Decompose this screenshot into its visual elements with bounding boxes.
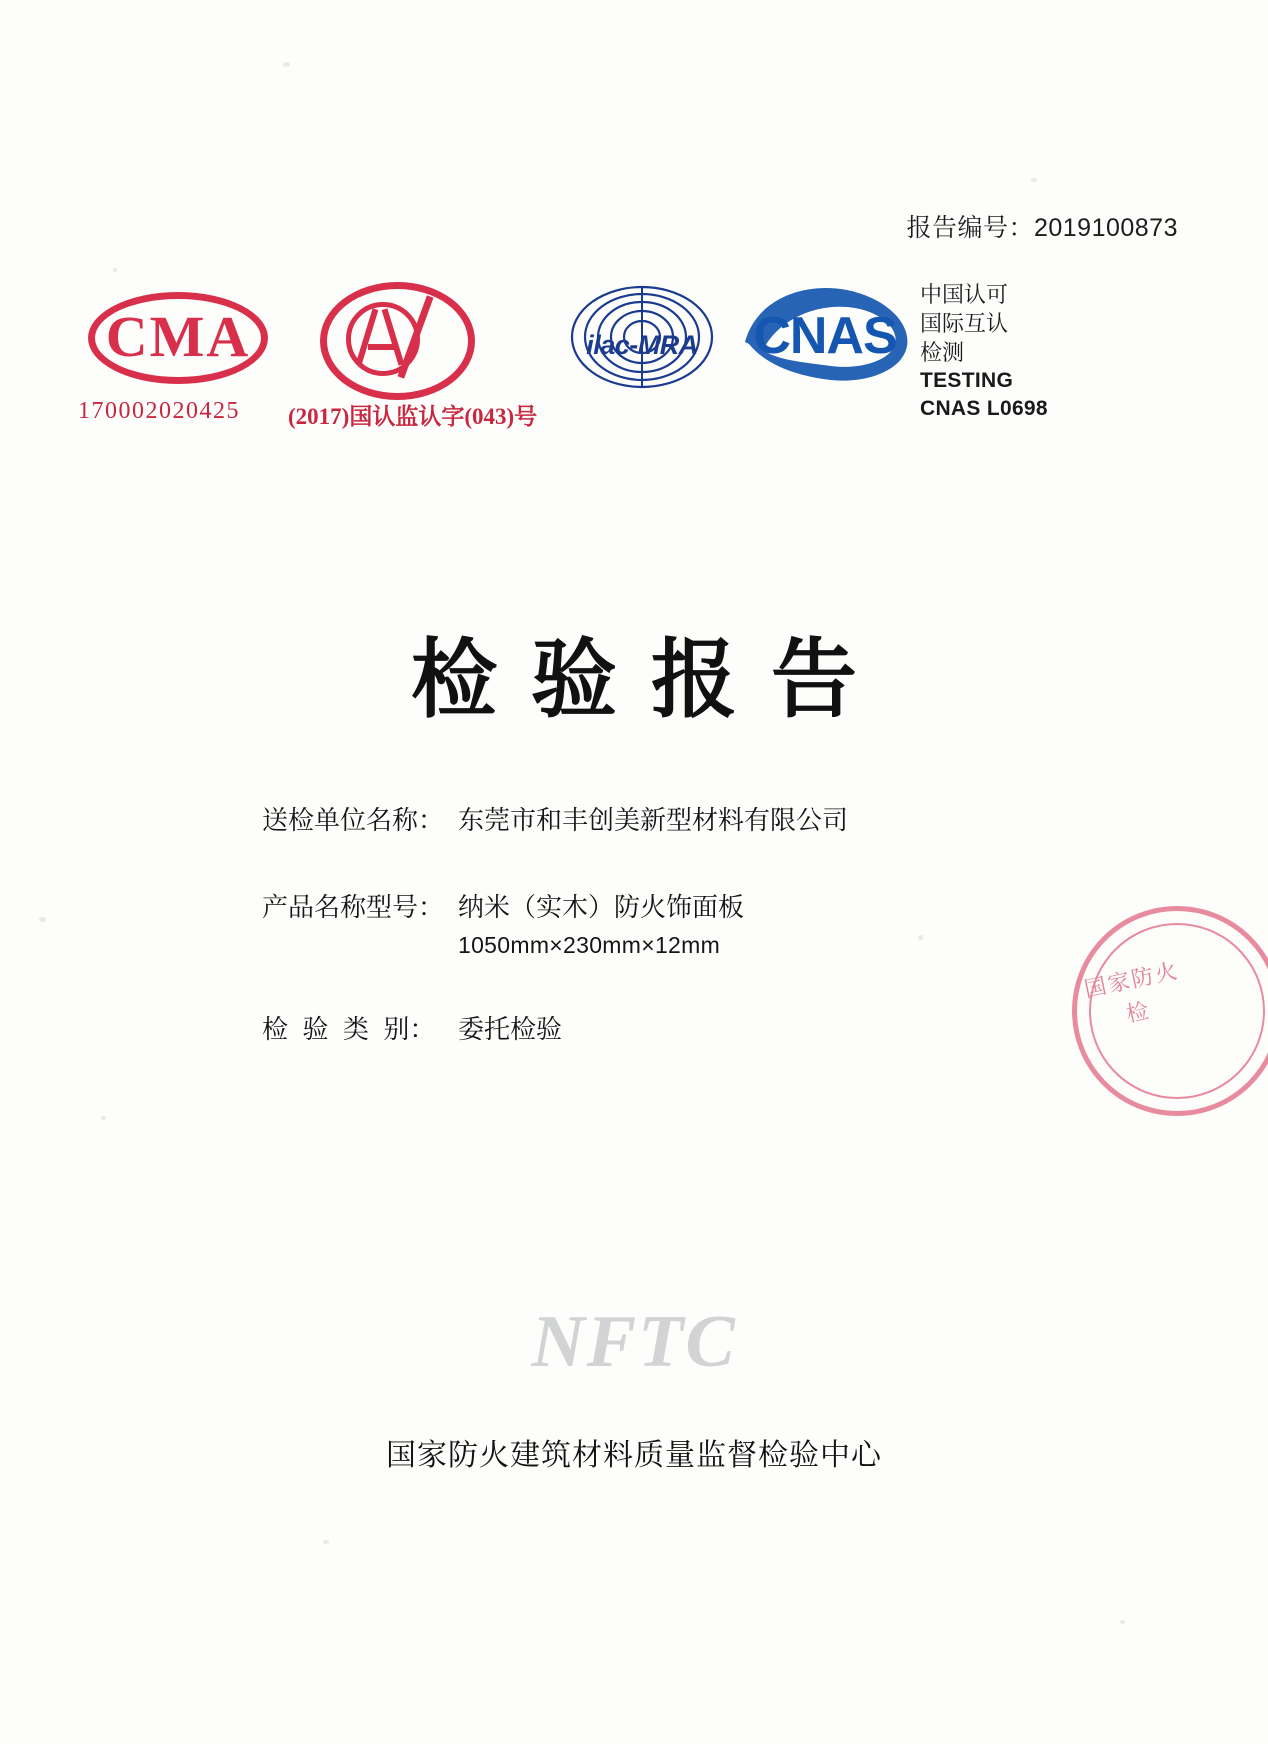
cma-mark-text: CMA bbox=[105, 303, 251, 369]
ilac-mra-icon bbox=[562, 282, 722, 392]
cnas-icon bbox=[735, 280, 915, 392]
paper-speck bbox=[283, 62, 290, 67]
cnas-line-cn-2: 国际互认 bbox=[920, 311, 1009, 337]
report-number-value: 2019100873 bbox=[1033, 214, 1178, 242]
cal-icon bbox=[320, 282, 475, 392]
info-row bbox=[262, 1009, 1022, 1046]
cnas-line-cn-3: 检测 bbox=[920, 340, 965, 366]
info-label: 检 验 类 别： bbox=[262, 1014, 436, 1044]
info-value bbox=[458, 887, 744, 959]
paper-speck bbox=[101, 1116, 106, 1120]
info-label: 产品名称型号： bbox=[262, 892, 445, 922]
info-row bbox=[262, 887, 1022, 959]
report-number-label: 报告编号： bbox=[906, 214, 1034, 242]
ilac-mra-text: ilac-MRA bbox=[586, 330, 698, 360]
footer-organization: 国家防火建筑材料质量监督检验中心 bbox=[386, 1439, 882, 1472]
report-number bbox=[906, 208, 1178, 244]
paper-speck bbox=[323, 1540, 329, 1544]
cnas-line-code: CNAS L0698 bbox=[920, 396, 1048, 420]
paper-speck bbox=[1120, 1620, 1125, 1624]
info-value-dimensions: 1050mm×230mm×12mm bbox=[458, 932, 721, 958]
nftc-logo: NFTC bbox=[531, 1301, 737, 1383]
page-title: 检验报告 bbox=[411, 632, 891, 728]
paper-speck bbox=[39, 917, 46, 922]
seal-text: 国家防火检 bbox=[1082, 957, 1182, 1027]
info-row bbox=[262, 800, 1022, 837]
cal-stroke bbox=[368, 344, 394, 350]
official-seal bbox=[1072, 906, 1268, 1116]
cnas-mark-text: CNAS bbox=[753, 307, 897, 365]
accreditation-logo-strip bbox=[0, 272, 1268, 442]
info-label: 送检单位名称： bbox=[262, 805, 445, 835]
cnas-line-cn-1: 中国认可 bbox=[920, 282, 1009, 307]
cnas-line-testing: TESTING bbox=[920, 369, 1014, 393]
cal-code: (2017)国认监认字(043)号 bbox=[288, 404, 538, 429]
info-value: 东莞市和丰创美新型材料有限公司 bbox=[458, 805, 849, 835]
info-value-main: 纳米（实木）防火饰面板 bbox=[458, 892, 745, 922]
paper-speck bbox=[1031, 178, 1037, 182]
info-value: 委托检验 bbox=[458, 1014, 563, 1044]
cma-code: 170002020425 bbox=[78, 398, 240, 424]
cma-icon bbox=[88, 292, 268, 384]
cnas-text-block bbox=[920, 280, 1048, 423]
report-info-block bbox=[262, 800, 1022, 1096]
